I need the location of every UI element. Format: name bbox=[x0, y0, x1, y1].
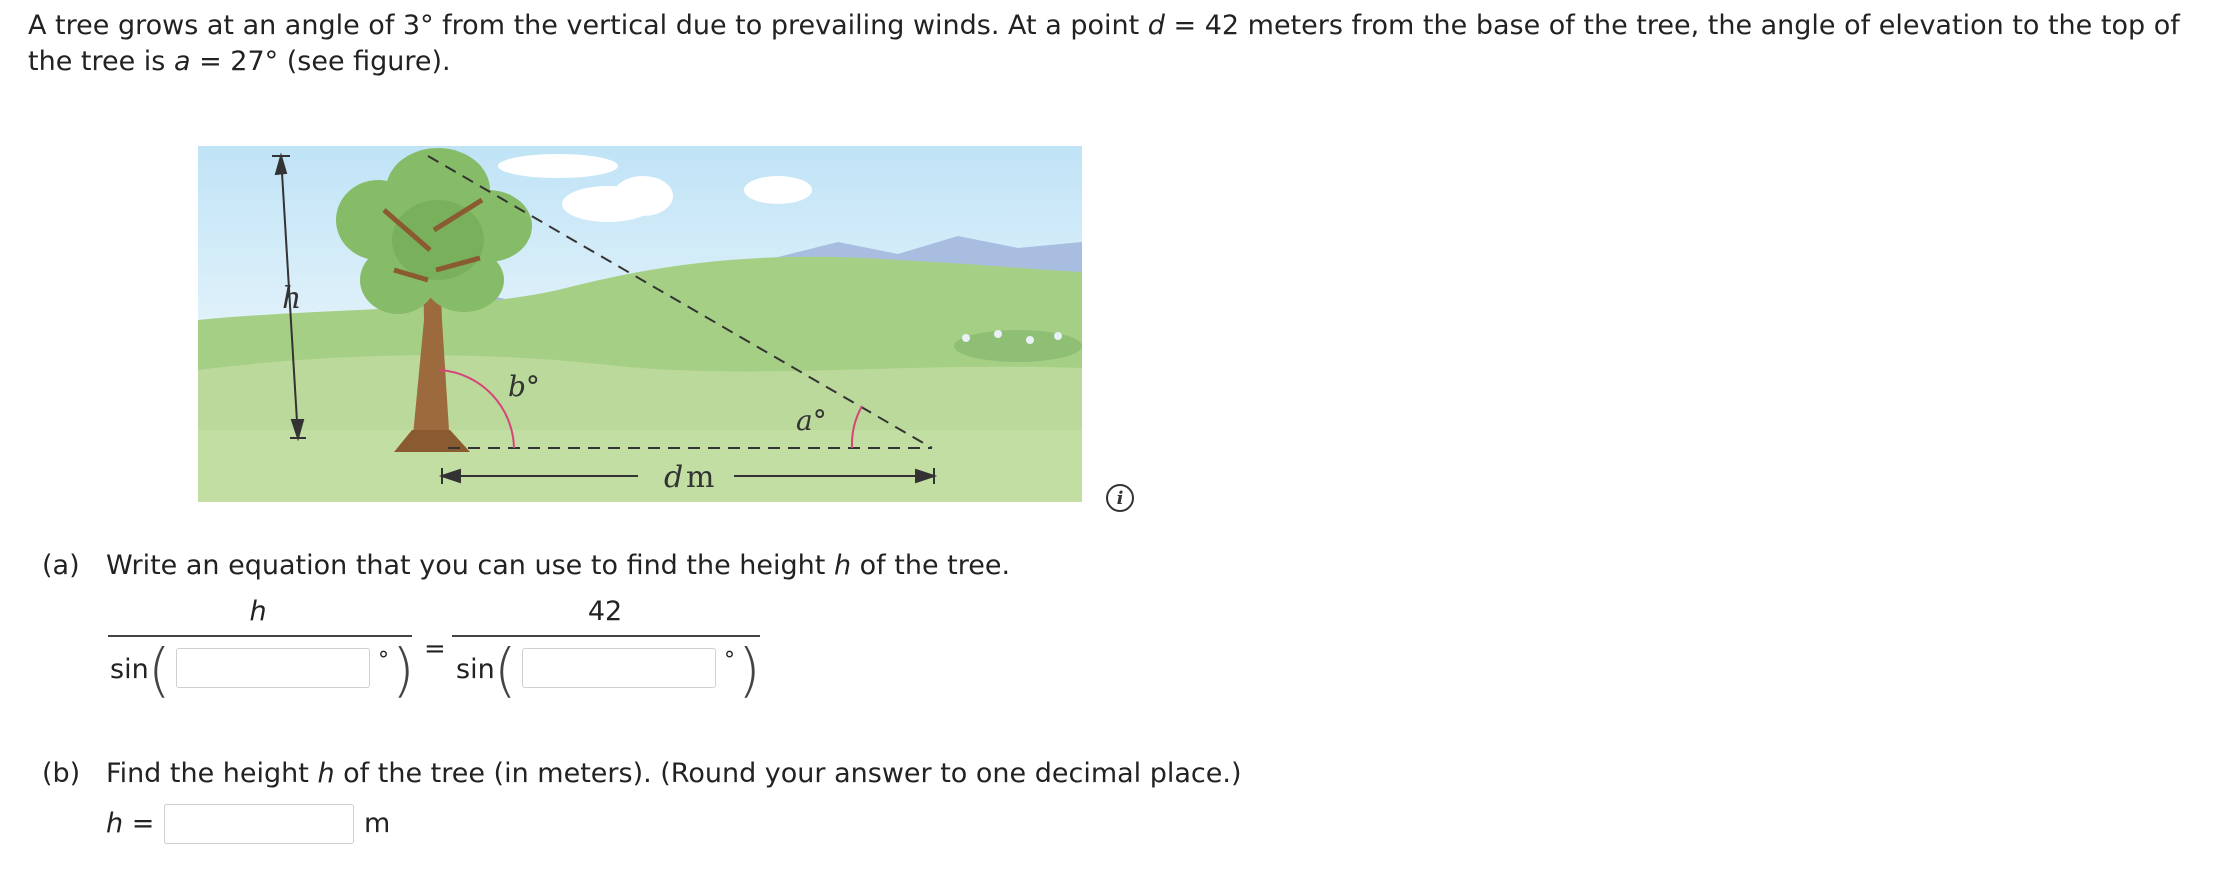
right-angle-input[interactable] bbox=[522, 648, 716, 688]
problem-text-3: = 27° (see figure). bbox=[190, 46, 451, 77]
figure-label-h: h bbox=[282, 281, 302, 316]
part-a-label: (a) bbox=[42, 550, 80, 581]
part-a-text-before: Write an equation that you can use to find the height bbox=[106, 550, 834, 581]
height-answer-input[interactable] bbox=[164, 804, 354, 844]
part-a-var-h: h bbox=[833, 550, 852, 581]
right-degree-symbol: ° bbox=[724, 648, 735, 673]
figure-label-d: d bbox=[664, 460, 684, 495]
bushes bbox=[954, 330, 1082, 362]
left-numerator: h bbox=[249, 596, 267, 627]
figure-label-a: a° bbox=[796, 404, 827, 437]
right-close-paren: ) bbox=[738, 636, 761, 704]
info-glyph: i bbox=[1116, 487, 1124, 509]
problem-text-1: A tree grows at an angle of 3° from the vertical due to prevailing winds. At a point bbox=[28, 10, 1148, 41]
right-sin-label: sin bbox=[456, 654, 495, 685]
answer-var-h: h bbox=[106, 808, 124, 839]
part-b-question bbox=[106, 756, 1242, 792]
right-open-paren: ( bbox=[494, 636, 517, 704]
left-open-paren: ( bbox=[148, 636, 171, 704]
part-b-text-before: Find the height bbox=[106, 758, 318, 789]
answer-unit: m bbox=[364, 808, 391, 839]
part-b-text-after: of the tree (in meters). (Round your answer to one decimal place.) bbox=[334, 758, 1242, 789]
problem-var-a: a bbox=[173, 46, 191, 77]
right-numerator: 42 bbox=[587, 596, 623, 627]
problem-var-d: d bbox=[1147, 10, 1165, 41]
figure-label-m: m bbox=[686, 460, 715, 495]
left-close-paren: ) bbox=[392, 636, 415, 704]
problem-text-2: = 42 meters from the base of the tree, the angle of elevation to the top of the tree is bbox=[28, 10, 2180, 77]
problem-statement bbox=[28, 8, 2198, 80]
part-b-var-h: h bbox=[317, 758, 335, 789]
meadow bbox=[198, 430, 1082, 502]
info-icon[interactable] bbox=[1106, 484, 1134, 512]
part-b-label: (b) bbox=[42, 758, 81, 789]
equals-sign: = bbox=[424, 634, 446, 664]
left-angle-input[interactable] bbox=[176, 648, 370, 688]
answer-equals: = bbox=[131, 808, 155, 839]
part-a-question bbox=[106, 548, 1010, 584]
tree-figure bbox=[198, 130, 1088, 502]
part-a-text-after: of the tree. bbox=[851, 550, 1011, 581]
left-degree-symbol: ° bbox=[378, 648, 389, 673]
answer-label bbox=[106, 806, 154, 842]
left-sin-label: sin bbox=[110, 654, 149, 685]
figure-label-b: b° bbox=[508, 370, 540, 403]
